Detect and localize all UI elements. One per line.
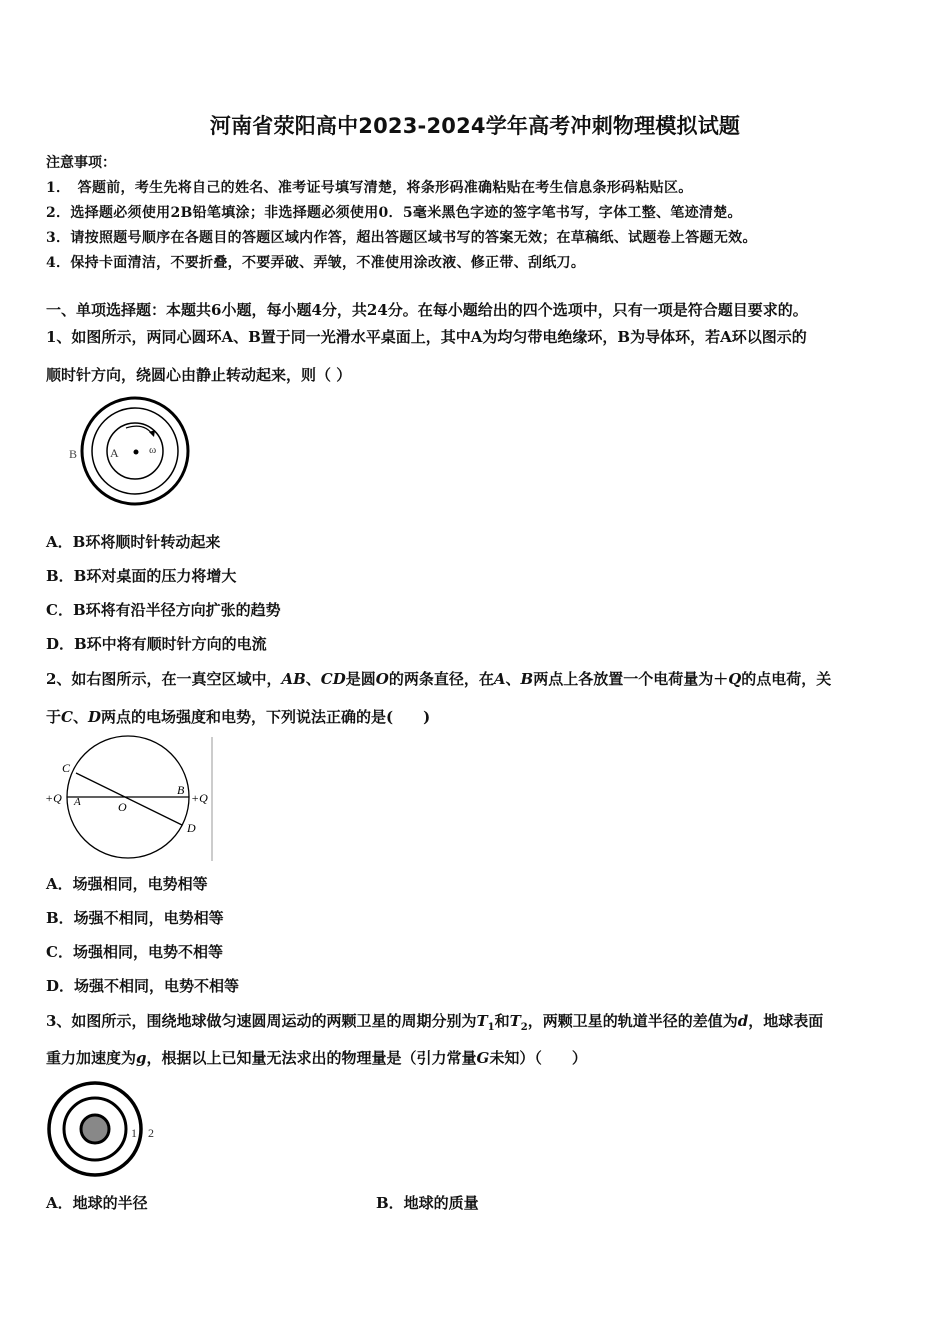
q3-stem-line1	[46, 1010, 823, 1033]
label-d: D	[187, 821, 196, 835]
notice-item-2: 2．选择题必须使用2B铅笔填涂；非选择题必须使用0．5毫米黑色字迹的签字笔书写，字体工整、笔迹清楚。	[46, 205, 742, 221]
text-run: 于	[46, 708, 62, 726]
q1-option-d: D．B环中将有顺时针方向的电流	[46, 635, 267, 653]
ring-center-dot	[134, 450, 139, 455]
text-run: ，两颗卫星的轨道半径的差值为	[527, 1012, 738, 1030]
q2-stem-line1	[46, 668, 831, 689]
text-run: ，根据以上已知量无法求出的物理量是（引力常量	[146, 1049, 477, 1067]
label-o: O	[118, 800, 127, 814]
text-run: 两点的电场强度和电势，下列说法正确的是( )	[101, 708, 431, 726]
text-run: 重力加速度为	[46, 1049, 137, 1067]
label-omega: ω	[149, 444, 157, 456]
text-run: 未知）（ ）	[489, 1049, 587, 1067]
label-orbit-2: 2	[148, 1126, 154, 1140]
text-run: 、	[305, 670, 321, 688]
var-b: B	[520, 670, 534, 688]
notice-item-3: 3．请按照题号顺序在各题目的答题区域内作答，超出答题区域书写的答案无效；在草稿纸、试题卷上答题无效。	[46, 230, 757, 246]
text-run: 和	[494, 1012, 510, 1030]
var-t1: T	[476, 1012, 488, 1030]
section-heading: 一、单项选择题：本题共6小题，每小题4分，共24分。在每小题给出的四个选项中，只有一项是符合题目要求的。	[46, 301, 808, 319]
q2-option-d: D．场强不相同，电势不相等	[46, 977, 240, 995]
notice-item-1: 1． 答题前，考生先将自己的姓名、准考证号填写清楚，将条形码准确粘贴在考生信息条形码粘贴区。	[46, 180, 693, 196]
q2-stem-line2	[46, 706, 430, 727]
q1-stem-line1: 1、如图所示，两同心圆环A、B置于同一光滑水平桌面上，其中A为均匀带电绝缘环，B为导体环，若A环以图示的	[46, 328, 807, 346]
diameter-cd	[76, 773, 182, 825]
text-run: 的两条直径，在	[388, 670, 494, 688]
q3-orbits-figure	[44, 1080, 174, 1180]
q1-option-a: A．B环将顺时针转动起来	[46, 533, 221, 551]
subscript-2: 2	[520, 1022, 528, 1033]
var-c: C	[61, 708, 73, 726]
text-run: 两点上各放置一个电荷量为＋	[533, 670, 729, 688]
notice-heading: 注意事项：	[46, 155, 116, 171]
label-right-charge: +Q	[191, 791, 208, 805]
q1-option-b: B．B环对桌面的压力将增大	[46, 567, 237, 585]
q2-option-c: C．场强相同，电势不相等	[46, 943, 223, 961]
q2-circle-figure	[44, 735, 219, 863]
q2-option-b: B．场强不相同，电势相等	[46, 909, 224, 927]
var-ab: AB	[281, 670, 306, 688]
text-run: 、	[72, 708, 88, 726]
label-b: B	[177, 783, 185, 797]
var-g-const: G	[476, 1049, 490, 1067]
text-run: 2、如右图所示，在一真空区域中，	[46, 670, 282, 688]
label-b: B	[69, 447, 78, 461]
q1-option-c: C．B环将有沿半径方向扩张的趋势	[46, 601, 281, 619]
var-g: g	[136, 1049, 147, 1067]
q3-option-b: B．地球的质量	[376, 1194, 479, 1212]
var-d: D	[87, 708, 101, 726]
var-q: Q	[728, 670, 742, 688]
q1-stem-line2: 顺时针方向，绕圆心由静止转动起来，则（ ）	[46, 366, 352, 384]
q2-option-a: A．场强相同，电势相等	[46, 875, 208, 893]
var-cd: CD	[320, 670, 346, 688]
q1-rings-figure	[60, 395, 200, 510]
var-d: d	[737, 1012, 749, 1030]
var-o: O	[375, 670, 389, 688]
label-a: A	[110, 446, 119, 460]
text-run: 的点电荷，关	[741, 670, 832, 688]
label-left-charge: +Q	[45, 791, 62, 805]
var-a: A	[493, 670, 506, 688]
text-run: 、	[505, 670, 521, 688]
q3-option-a: A．地球的半径	[46, 1194, 148, 1212]
text-run: 3、如图所示，围绕地球做匀速圆周运动的两颗卫星的周期分别为	[46, 1012, 477, 1030]
page-title: 河南省荥阳高中2023-2024学年高考冲刺物理模拟试题	[209, 114, 741, 138]
label-orbit-1: 1	[131, 1126, 137, 1140]
text-run: 是圆	[345, 670, 376, 688]
label-c: C	[62, 761, 71, 775]
text-run: ，地球表面	[748, 1012, 824, 1030]
q3-stem-line2	[46, 1047, 587, 1068]
var-t2: T	[509, 1012, 521, 1030]
notice-item-4: 4．保持卡面清洁，不要折叠，不要弄破、弄皱，不准使用涂改液、修正带、刮纸刀。	[46, 255, 586, 271]
subscript-1: 1	[487, 1022, 495, 1033]
earth	[81, 1115, 109, 1143]
label-a: A	[74, 796, 81, 808]
